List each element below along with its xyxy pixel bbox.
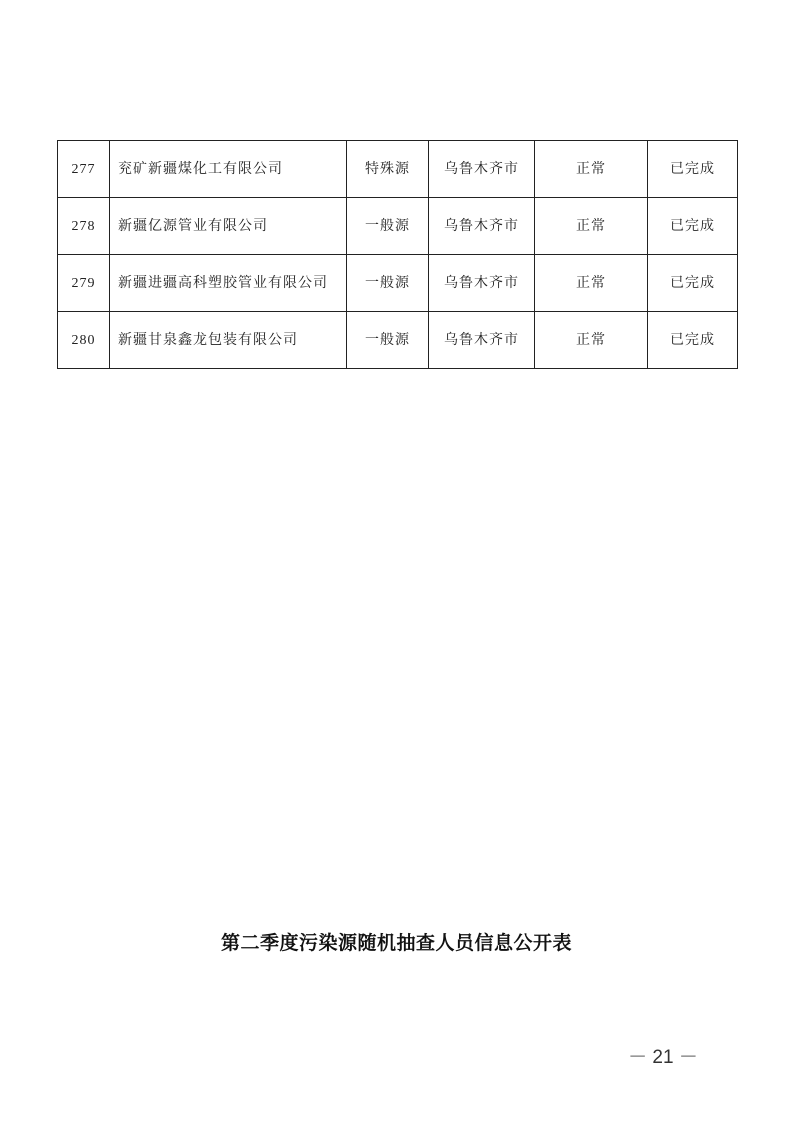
- row-number: 278: [58, 198, 110, 255]
- completion-status: 已完成: [648, 141, 738, 198]
- table-row: [58, 312, 738, 369]
- source-type: 一般源: [347, 198, 429, 255]
- company-name: 新疆甘泉鑫龙包装有限公司: [110, 312, 347, 369]
- completion-status: 已完成: [648, 255, 738, 312]
- page-number: － 21 －: [628, 1047, 698, 1068]
- region: 乌鲁木齐市: [429, 141, 535, 198]
- table-row: [58, 255, 738, 312]
- row-number: 280: [58, 312, 110, 369]
- inspection-status: 正常: [535, 198, 648, 255]
- company-name: 兖矿新疆煤化工有限公司: [110, 141, 347, 198]
- company-name: 新疆亿源管业有限公司: [110, 198, 347, 255]
- source-type: 一般源: [347, 255, 429, 312]
- inspection-status: 正常: [535, 141, 648, 198]
- source-type: 特殊源: [347, 141, 429, 198]
- region: 乌鲁木齐市: [429, 312, 535, 369]
- completion-status: 已完成: [648, 312, 738, 369]
- region: 乌鲁木齐市: [429, 198, 535, 255]
- inspection-status: 正常: [535, 255, 648, 312]
- row-number: 279: [58, 255, 110, 312]
- table-row: [58, 141, 738, 198]
- inspection-table: [57, 140, 738, 369]
- table-row: [58, 198, 738, 255]
- company-name: 新疆进疆高科塑胶管业有限公司: [110, 255, 347, 312]
- row-number: 277: [58, 141, 110, 198]
- section-title: 第二季度污染源随机抽查人员信息公开表: [220, 932, 572, 954]
- source-type: 一般源: [347, 312, 429, 369]
- region: 乌鲁木齐市: [429, 255, 535, 312]
- inspection-status: 正常: [535, 312, 648, 369]
- completion-status: 已完成: [648, 198, 738, 255]
